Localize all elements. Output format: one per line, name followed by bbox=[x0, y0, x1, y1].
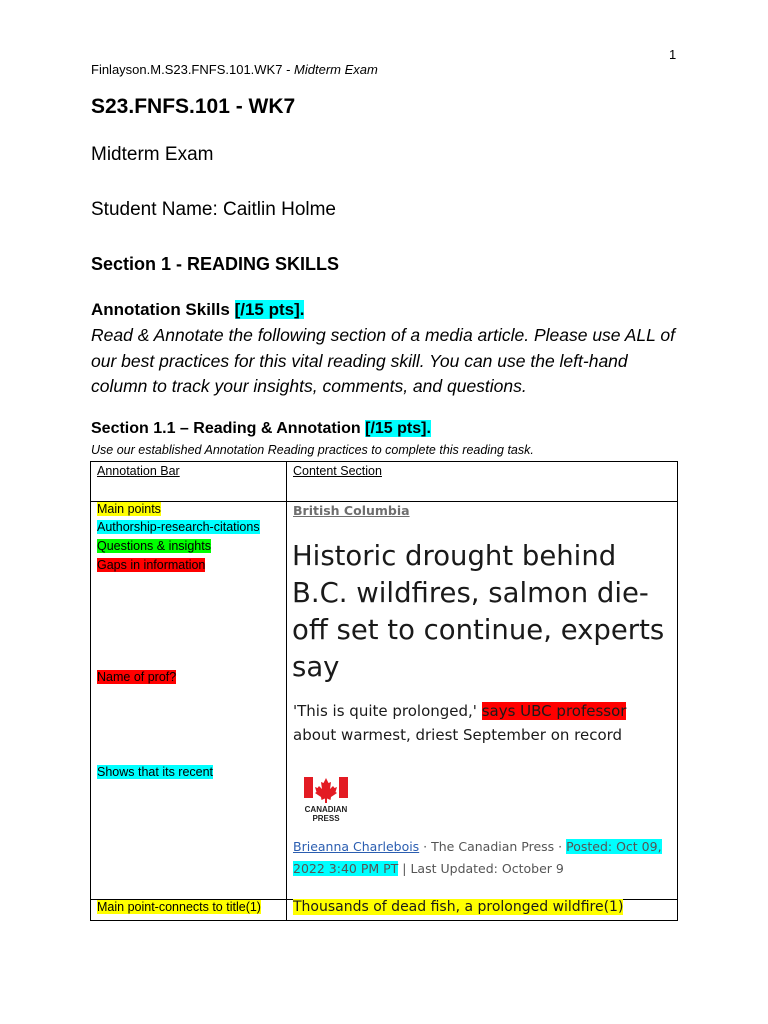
table-border-bottom bbox=[90, 920, 678, 921]
maple-leaf-icon bbox=[315, 778, 337, 803]
logo-left-bar bbox=[304, 777, 313, 798]
legend-gaps: Gaps in information bbox=[97, 558, 206, 572]
subsection-points: [/15 pts]. bbox=[365, 420, 431, 437]
deck-highlight: says UBC professor bbox=[481, 702, 627, 720]
canadian-press-logo bbox=[298, 776, 358, 826]
logo-text-canadian: CANADIAN bbox=[304, 805, 348, 814]
page-number: 1 bbox=[669, 47, 677, 62]
header-doc-id: Finlayson.M.S23.FNFS.101.WK7 bbox=[91, 62, 283, 77]
exam-title: Midterm Exam bbox=[91, 144, 214, 165]
legend-main-points: Main points bbox=[97, 502, 161, 516]
posted-date: Posted: Oct 09, 2022 3:40 PM PT bbox=[293, 839, 662, 876]
content-main-point-line: Thousands of dead fish, a prolonged wildfire(1) bbox=[293, 899, 624, 915]
annotation-heading-text: Annotation Skills bbox=[91, 300, 230, 319]
subsection-heading bbox=[91, 420, 431, 438]
student-name: Student Name: Caitlin Holme bbox=[91, 199, 336, 220]
note-shows-recent: Shows that its recent bbox=[97, 765, 214, 779]
legend-authorship: Authorship-research-citations bbox=[97, 520, 260, 534]
deck-rest: about warmest, driest September on record bbox=[293, 726, 623, 744]
article-category-link[interactable]: British Columbia bbox=[293, 503, 410, 518]
course-title: S23.FNFS.101 - WK7 bbox=[91, 95, 296, 118]
author-link[interactable]: Brieanna Charlebois bbox=[293, 839, 420, 854]
logo-text-press: PRESS bbox=[312, 814, 340, 823]
header-separator: - bbox=[282, 62, 295, 77]
last-updated: | Last Updated: October 9 bbox=[398, 861, 564, 876]
annotation-heading bbox=[91, 300, 304, 320]
table-border-right bbox=[677, 461, 678, 921]
table-border-left bbox=[90, 461, 91, 921]
table-header-divider bbox=[90, 501, 678, 502]
annotation-instructions: Read & Annotate the following section of a media article. Please use ALL of our best practices for this vital reading skill. You can use the left-hand column to track your insights, comments, and questions. bbox=[91, 325, 676, 396]
header-doc-title: Midterm Exam bbox=[294, 62, 378, 77]
article-byline bbox=[293, 836, 673, 880]
byline-outlet: · The Canadian Press · bbox=[419, 839, 567, 854]
column-header-content-section: Content Section bbox=[293, 464, 382, 478]
article-deck bbox=[293, 699, 673, 747]
note-main-point-title: Main point-connects to title(1) bbox=[97, 900, 261, 914]
subsection-note: Use our established Annotation Reading practices to complete this reading task. bbox=[91, 443, 534, 457]
column-header-annotation-bar: Annotation Bar bbox=[97, 464, 180, 478]
article-headline: Historic drought behind B.C. wildfires, salmon die-off set to continue, experts say bbox=[292, 540, 665, 683]
legend-questions: Questions & insights bbox=[97, 539, 211, 553]
deck-quote: 'This is quite prolonged,' bbox=[293, 702, 477, 720]
section-heading: Section 1 - READING SKILLS bbox=[91, 254, 340, 274]
note-name-of-prof: Name of prof? bbox=[97, 670, 177, 684]
document-header bbox=[91, 62, 378, 77]
annotation-points: [/15 pts]. bbox=[234, 300, 305, 319]
subsection-heading-text: Section 1.1 – Reading & Annotation bbox=[91, 420, 361, 437]
table-border-top bbox=[90, 461, 678, 462]
table-column-divider bbox=[286, 461, 287, 921]
logo-right-bar bbox=[339, 777, 348, 798]
